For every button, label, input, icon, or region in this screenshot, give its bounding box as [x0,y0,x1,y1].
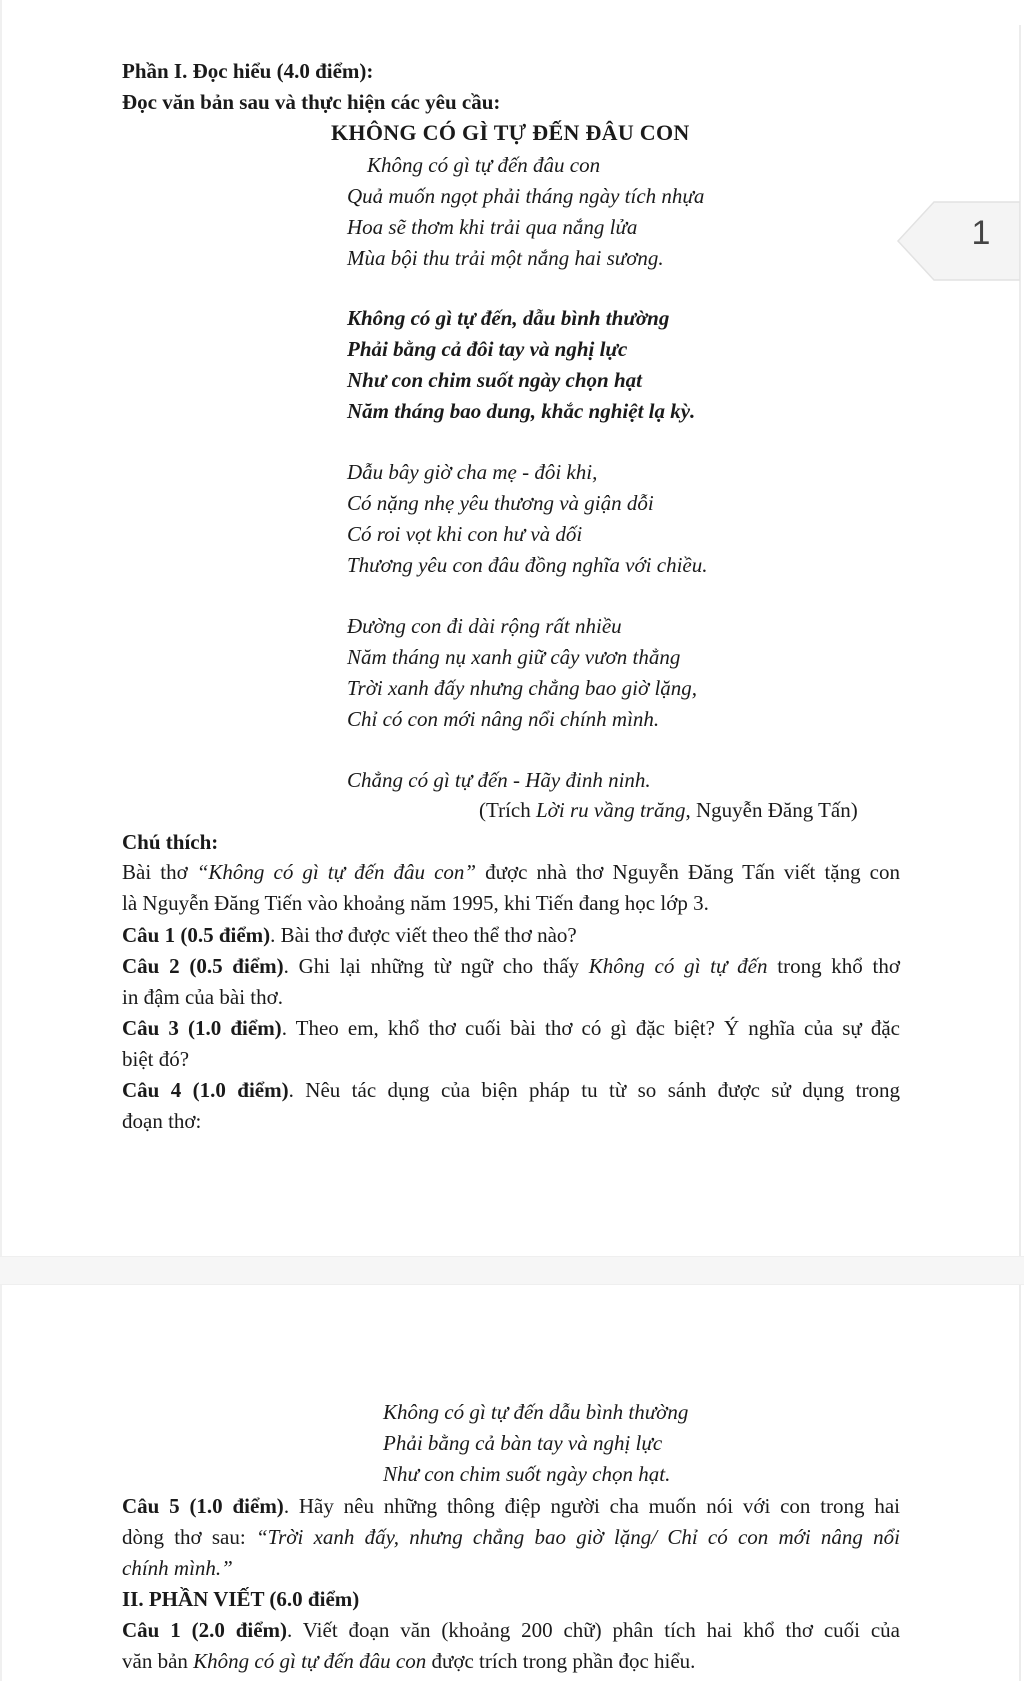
question-text: . Theo em, khổ thơ cuối bài thơ có gì đặc biệt? Ý nghĩa của sự đặc [281,1016,900,1040]
question-3 [122,1013,900,1075]
citation-work: Lời ru vầng trăng [535,798,686,822]
question-5 [122,1491,900,1584]
poem-line: Mùa bội thu trải một nắng hai sương. [347,246,664,270]
poem-line: Thương yêu con đâu đồng nghĩa với chiều. [347,553,708,577]
question-line [122,1615,900,1646]
excerpt-line: Như con chim suốt ngày chọn hạt. [383,1462,671,1486]
question-line: đoạn thơ: [122,1109,202,1133]
poem-line: Năm tháng nụ xanh giữ cây vươn thẳng [347,645,681,669]
citation [479,796,858,824]
question-text: được trích trong phần đọc hiểu. [426,1649,696,1673]
poem-line-bold: Không có gì tự đến, dẫu bình thường [347,306,670,330]
note-line: là Nguyễn Đăng Tiến vào khoảng năm 1995, khi Tiến đang học lớp 3. [122,891,709,915]
poem-line: Có roi vọt khi con hư và dối [347,522,583,546]
poem-line: Chỉ có con mới nâng nổi chính mình. [347,707,660,731]
question-line: chính mình.” [122,1556,233,1580]
note-paragraph [122,857,900,919]
poem-line: Đường con đi dài rộng rất nhiều [347,614,622,638]
question-text: dòng thơ sau: [122,1525,256,1549]
citation-prefix: (Trích [479,798,536,822]
poem-line: Hoa sẽ thơm khi trải qua nắng lửa [347,215,638,239]
poem-line-bold: Phải bằng cả đôi tay và nghị lực [347,337,628,361]
question-2 [122,951,900,1013]
page-separator [0,1256,1024,1285]
note-text: Bài thơ [122,860,197,884]
note-text: được nhà thơ Nguyễn Đăng Tấn viết tặng con [476,860,900,884]
note-label: Chú thích: [122,830,219,854]
question-text: . Hãy nêu những thông điệp người cha muốn nói với con trong hai [283,1494,900,1518]
poem-line: Có nặng nhẹ yêu thương và giận dỗi [347,491,654,515]
poem-line-bold: Năm tháng bao dung, khắc nghiệt lạ kỳ. [347,399,696,423]
question-text: . Ghi lại những từ ngữ cho thấy [283,954,589,978]
question-text: . Nêu tác dụng của biện pháp tu từ so sánh được sử dụng trong [288,1078,900,1102]
question-line [122,1013,900,1044]
poem-line-bold: Như con chim suốt ngày chọn hạt [347,368,642,392]
page-edge-left [0,0,2,1681]
excerpt-line: Không có gì tự đến dẫu bình thường [383,1400,689,1424]
part2-heading: II. PHẦN VIẾT (6.0 điểm) [122,1587,360,1611]
question-quote: “Trời xanh đấy, nhưng chẳng bao giờ lặng/ Chỉ có con mới nâng nổi [255,1525,900,1549]
question-text: văn bản [122,1649,194,1673]
question-1 [122,920,900,951]
question-label: Câu 1 (0.5 điểm) [122,923,271,947]
citation-suffix: , Nguyễn Đăng Tấn) [685,798,858,822]
question-line: biệt đó? [122,1047,190,1071]
question-line: in đậm của bài thơ. [122,985,283,1009]
question-line [122,951,900,982]
question-text: . Bài thơ được viết theo thể thơ nào? [270,923,577,947]
question-label: Câu 5 (1.0 điểm) [122,1494,284,1518]
poem-line: Chẳng có gì tự đến - Hãy đinh ninh. [347,768,651,792]
note-poem-title: “Không có gì tự đến đâu con” [196,860,477,884]
question-text-italic: Không có gì tự đến [588,954,768,978]
poem-line: Trời xanh đấy nhưng chẳng bao giờ lặng, [347,676,698,700]
question-label: Câu 2 (0.5 điểm) [122,954,284,978]
question-text-italic: Không có gì tự đến đâu con [193,1649,427,1673]
question-line [122,920,900,951]
question-line [122,1075,900,1106]
part1-instruction: Đọc văn bản sau và thực hiện các yêu cầu: [122,90,501,114]
part1-heading: Phần I. Đọc hiểu (4.0 điểm): [122,59,374,83]
question-line [122,1491,900,1522]
part2-question-1 [122,1615,900,1677]
poem-line: Quả muốn ngọt phải tháng ngày tích nhựa [347,184,705,208]
excerpt-line: Phải bằng cả bàn tay và nghị lực [383,1431,663,1455]
question-label: Câu 4 (1.0 điểm) [122,1078,289,1102]
question-line [122,1646,900,1677]
question-4 [122,1075,900,1137]
page-number: 1 [971,214,991,252]
poem-title: KHÔNG CÓ GÌ TỰ ĐẾN ĐÂU CON [331,120,690,145]
question-line [122,1522,900,1553]
poem-line: Không có gì tự đến đâu con [367,153,601,177]
question-text: . Viết đoạn văn (khoảng 200 chữ) phân tích hai khổ thơ cuối của [287,1618,900,1642]
question-text: trong khổ thơ [767,954,900,978]
poem-line: Dẫu bây giờ cha mẹ - đôi khi, [347,460,598,484]
question-label: Câu 3 (1.0 điểm) [122,1016,282,1040]
question-label: Câu 1 (2.0 điểm) [122,1618,288,1642]
note-line [122,857,900,888]
page-number-marker[interactable] [896,200,1020,282]
